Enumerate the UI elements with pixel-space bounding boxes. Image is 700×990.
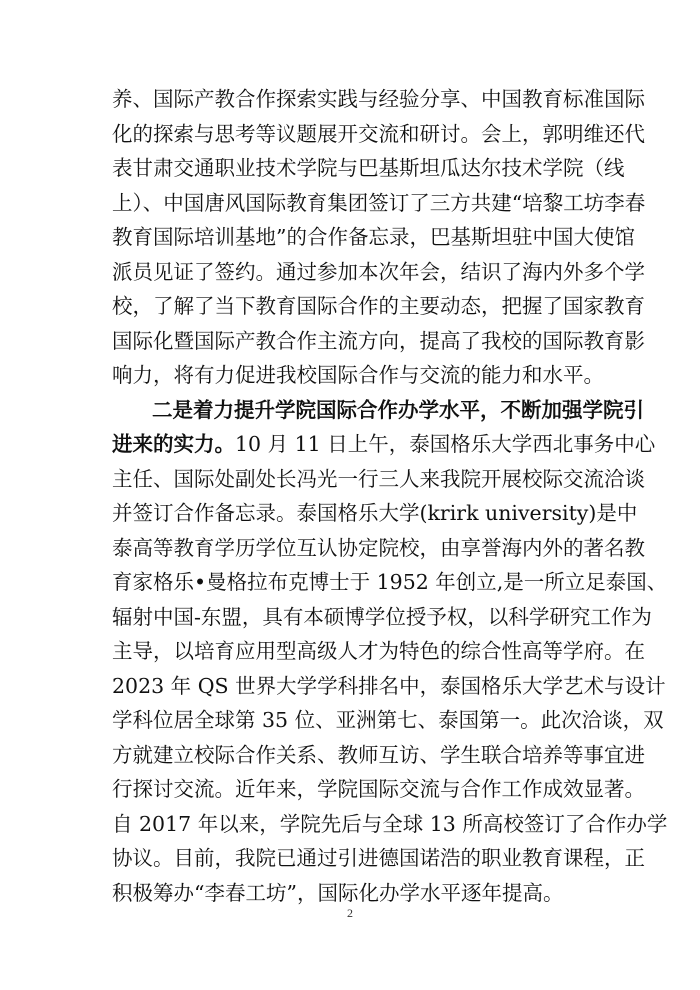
text-line-rest: 10 月 11 日上午，泰国格乐大学西北事务中心 — [235, 432, 656, 456]
text-line: 派员见证了签约。通过参加本次年会，结识了海内外多个学 — [112, 259, 645, 284]
text-line: 养、国际产教合作探索实践与经验分享、中国教育标准国际 — [112, 87, 645, 111]
text-line: 化的探索与思考等议题展开交流和研讨。会上，郭明维还代 — [112, 121, 645, 146]
text-line: 上）、中国唐风国际教育集团签订了三方共建“培黎工坊李春 — [112, 190, 646, 215]
text-line: 辐射中国-东盟，具有本硕博学位授予权，以科学研究工作为 — [112, 604, 652, 629]
text-line: 自 2017 年以来，学院先后与全球 13 所高校签订了合作办学 — [112, 811, 668, 836]
page-number: 2 — [347, 906, 353, 920]
text-line: 国际化暨国际产教合作主流方向，提高了我校的国际教育影 — [112, 328, 645, 353]
text-line: 方就建立校际合作关系、教师互访、学生联合培养等事宜进 — [112, 742, 645, 767]
text-line: 教育国际培训基地”的合作备忘录，巴基斯坦驻中国大使馆 — [112, 225, 635, 249]
paragraph-heading-continued: 进来的实力。 — [112, 432, 235, 456]
text-line: 育家格乐•曼格拉布克博士于 1952 年创立,是一所立足泰国、 — [112, 570, 668, 594]
text-line: 主任、国际处副处长冯光一行三人来我院开展校际交流洽谈 — [112, 466, 645, 491]
text-line: 校，了解了当下教育国际合作的主要动态，把握了国家教育 — [112, 294, 645, 318]
text-line — [112, 427, 656, 462]
text-line: 积极筹办“李春工坊”，国际化办学水平逐年提高。 — [112, 880, 564, 905]
paragraph-1 — [112, 82, 646, 393]
text-line: 2023 年 QS 世界大学学科排名中，泰国格乐大学艺术与设计 — [112, 673, 666, 698]
paragraph-2 — [112, 393, 668, 911]
text-line: 表甘肃交通职业技术学院与巴基斯坦瓜达尔技术学院（线 — [112, 156, 625, 180]
text-line: 学科位居全球第 35 位、亚洲第七、泰国第一。此次洽谈，双 — [112, 708, 664, 732]
text-line: 响力，将有力促进我校国际合作与交流的能力和水平。 — [112, 363, 604, 387]
text-line: 泰高等教育学历学位互认协定院校，由享誉海内外的著名教 — [112, 535, 645, 560]
text-line: 行探讨交流。近年来，学院国际交流与合作工作成效显著。 — [112, 777, 645, 801]
text-line: 协议。目前，我院已通过引进德国诺浩的职业教育课程，正 — [112, 846, 645, 870]
paragraph-heading: 二是着力提升学院国际合作办学水平，不断加强学院引 — [152, 397, 644, 422]
text-line: 主导，以培育应用型高级人才为特色的综合性高等学府。在 — [112, 639, 645, 663]
text-line: 并签订合作备忘录。泰国格乐大学(krirk university)是中 — [112, 501, 638, 525]
body-text — [112, 82, 668, 910]
